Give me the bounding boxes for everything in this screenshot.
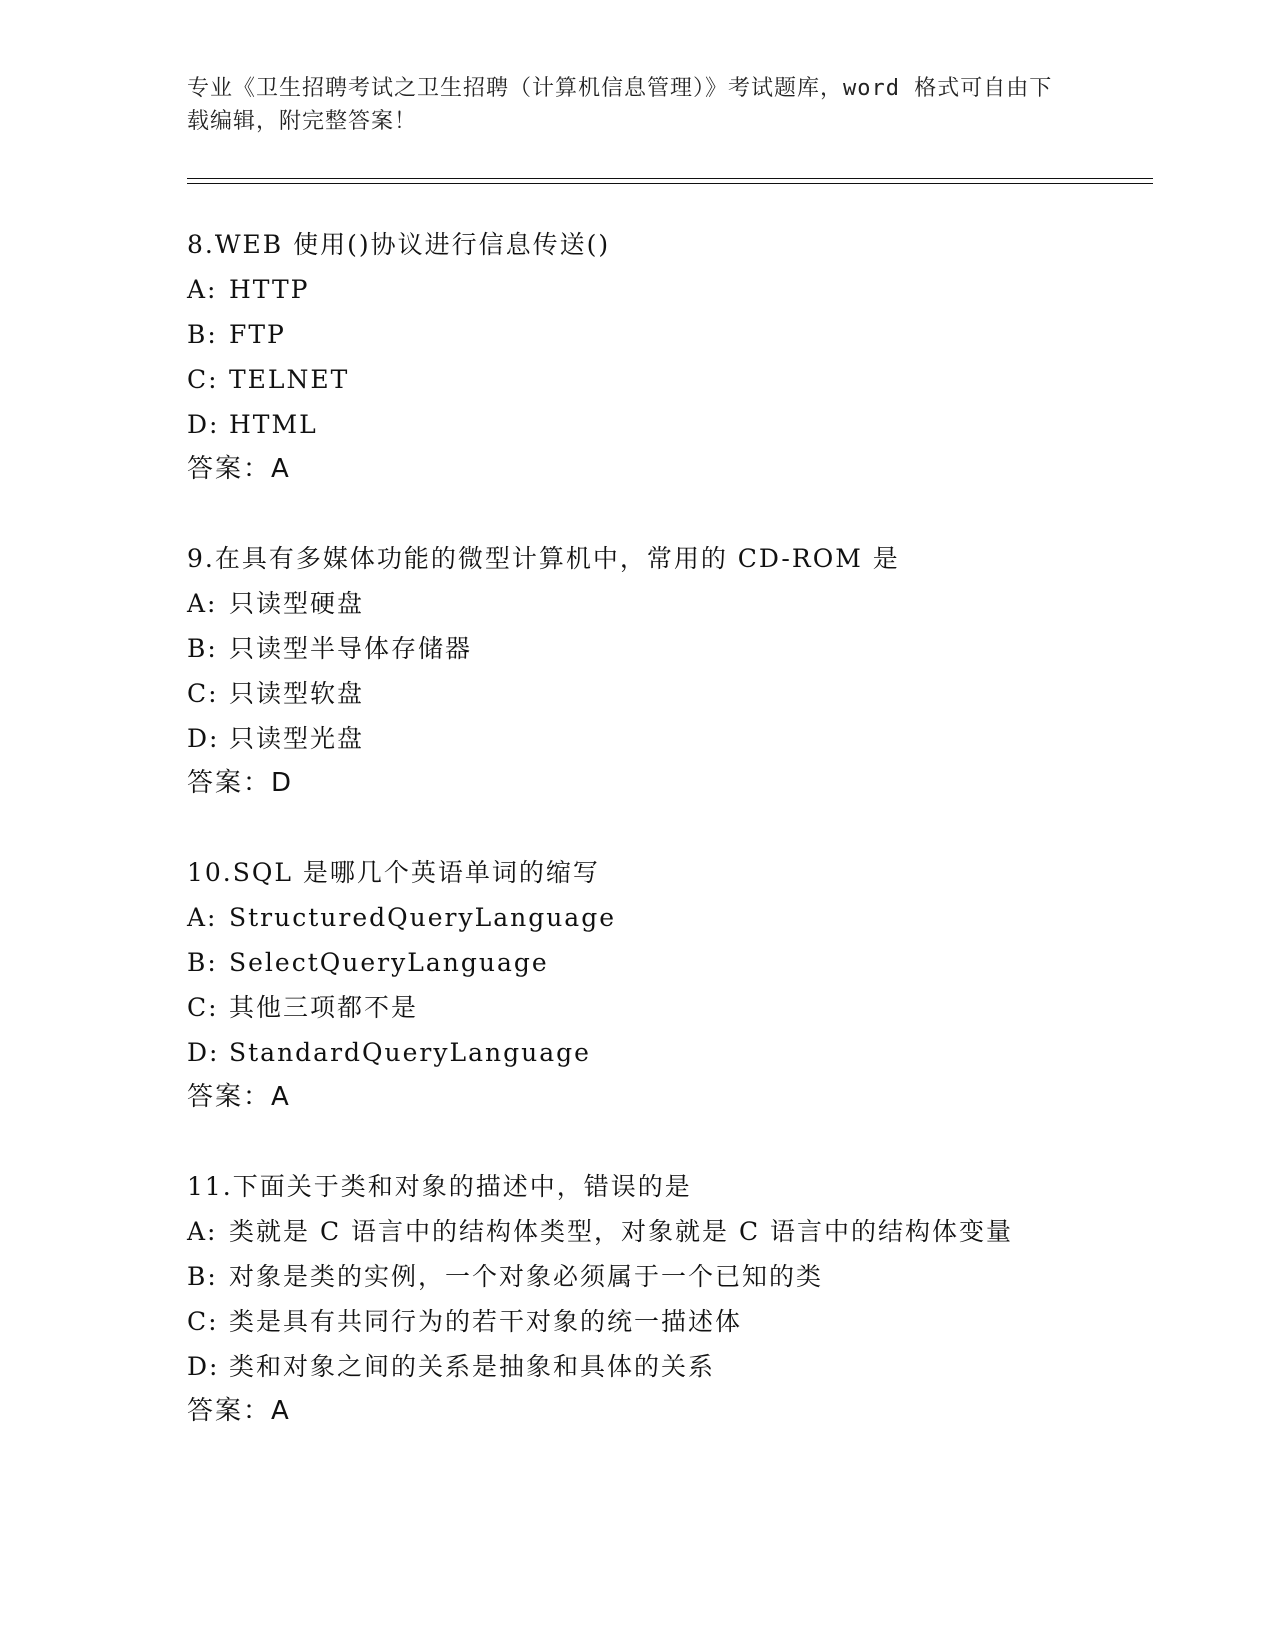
option-label: A: <box>187 589 218 618</box>
option-c <box>187 357 1147 402</box>
option-label: C: <box>187 1307 219 1336</box>
option-text: 只读型半导体存储器 <box>229 634 473 663</box>
header-divider-bottom <box>187 183 1153 184</box>
option-a <box>187 267 1147 312</box>
answer-line: 答案：A <box>187 454 291 484</box>
option-c <box>187 1299 1147 1344</box>
option-text: 对象是类的实例，一个对象必须属于一个已知的类 <box>229 1262 824 1291</box>
option-text: 只读型软盘 <box>229 679 365 708</box>
document-header: 专业《卫生招聘考试之卫生招聘（计算机信息管理）》考试题库，word 格式可自由下载编辑，附完整答案！ <box>187 76 1053 134</box>
option-label: A: <box>187 903 218 932</box>
option-b <box>187 626 1147 671</box>
option-text: 类和对象之间的关系是抽象和具体的关系 <box>229 1352 716 1381</box>
option-text: SelectQueryLanguage <box>229 948 549 977</box>
option-label: D: <box>187 1352 220 1381</box>
option-label: C: <box>187 993 219 1022</box>
option-text: StandardQueryLanguage <box>229 1038 591 1067</box>
question-9 <box>187 536 1147 806</box>
option-label: D: <box>187 724 220 753</box>
option-b <box>187 940 1147 985</box>
option-d <box>187 1030 1147 1075</box>
option-a <box>187 1209 1147 1254</box>
option-b <box>187 1254 1147 1299</box>
answer-line: 答案：A <box>187 1082 291 1112</box>
option-text: 只读型硬盘 <box>229 589 365 618</box>
question-stem: 11.下面关于类和对象的描述中，错误的是 <box>187 1172 692 1201</box>
option-text: 类是具有共同行为的若干对象的统一描述体 <box>229 1307 743 1336</box>
option-c <box>187 985 1147 1030</box>
option-label: A: <box>187 275 218 304</box>
option-label: A: <box>187 1217 218 1246</box>
option-text: FTP <box>229 320 286 349</box>
option-c <box>187 671 1147 716</box>
option-text: StructuredQueryLanguage <box>229 903 617 932</box>
question-8 <box>187 222 1147 492</box>
answer-line: 答案：A <box>187 1396 291 1426</box>
option-label: C: <box>187 365 219 394</box>
option-label: B: <box>187 948 218 977</box>
option-label: D: <box>187 1038 220 1067</box>
option-text: 只读型光盘 <box>229 724 365 753</box>
option-label: C: <box>187 679 219 708</box>
option-d <box>187 402 1147 447</box>
option-text: TELNET <box>229 365 350 394</box>
question-stem: 10.SQL 是哪几个英语单词的缩写 <box>187 858 600 887</box>
header-divider-top <box>187 178 1153 179</box>
option-text: HTTP <box>229 275 310 304</box>
option-text: 类就是 C 语言中的结构体类型，对象就是 C 语言中的结构体变量 <box>229 1217 1014 1246</box>
question-10 <box>187 850 1147 1120</box>
option-a <box>187 895 1147 940</box>
answer-line: 答案：D <box>187 768 294 798</box>
option-text: 其他三项都不是 <box>229 993 419 1022</box>
question-stem: 8.WEB 使用()协议进行信息传送() <box>187 230 611 259</box>
question-stem: 9.在具有多媒体功能的微型计算机中，常用的 CD-ROM 是 <box>187 544 900 573</box>
option-label: B: <box>187 320 218 349</box>
option-d <box>187 716 1147 761</box>
option-a <box>187 581 1147 626</box>
option-d <box>187 1344 1147 1389</box>
option-text: HTML <box>229 410 318 439</box>
option-b <box>187 312 1147 357</box>
option-label: B: <box>187 1262 218 1291</box>
option-label: D: <box>187 410 220 439</box>
option-label: B: <box>187 634 218 663</box>
question-11 <box>187 1164 1147 1434</box>
